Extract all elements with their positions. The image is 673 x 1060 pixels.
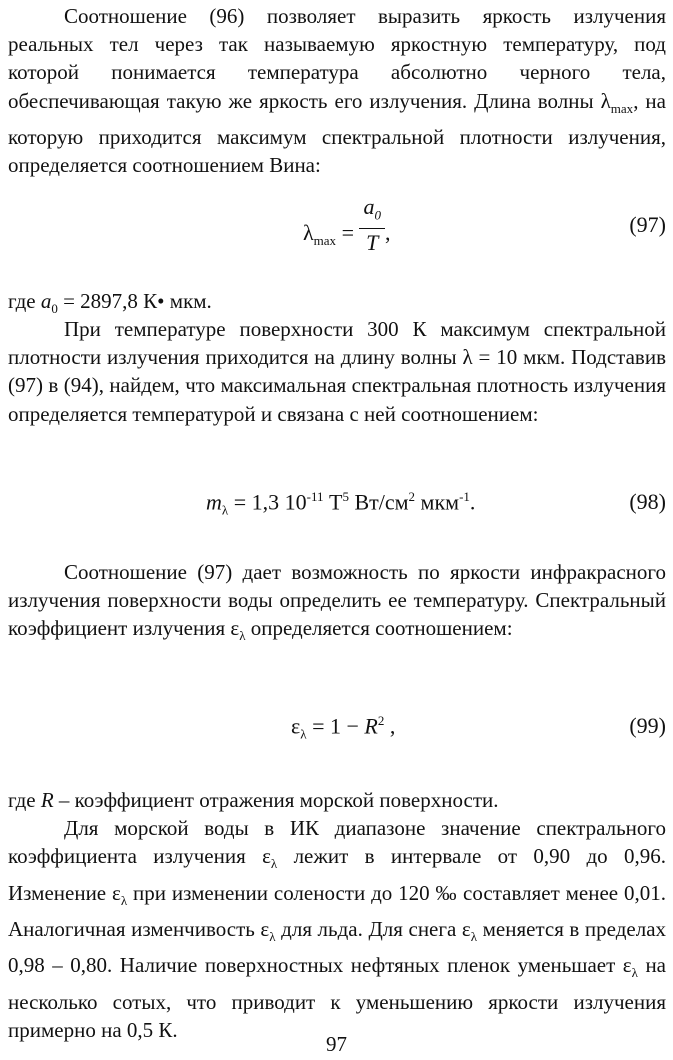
paragraph-temperature: При температуре поверхности 300 К максимум спектральной плотности излучения приходится на длину волны λ = 10 мкм. Подставив (97) в (94), найдем, что максимальная спектральная плотность излучения определяется температурой и связана с ней соотношением:: [8, 317, 666, 426]
eq97-lhs: λ: [303, 219, 314, 245]
eq98-exp4: -1: [459, 489, 470, 504]
page-number: 97: [326, 1032, 347, 1056]
eq98-tail: .: [469, 489, 476, 515]
equation-98-body: [206, 489, 475, 519]
eq98-exp2: 5: [342, 489, 349, 504]
equation-97-body: [303, 194, 391, 257]
eq97-numerator: $a_0$: [359, 194, 385, 229]
paragraph-infrared: Соотношение (97) дает возможность по яркости инфракрасного излучения поверхности воды определить ее температуру. Спектральный коэффициент излучения $\varepsilon_\lambda$ определяется соотношением:: [8, 560, 666, 644]
eq98-T: T: [323, 489, 343, 515]
eq99-rhs: = 1 −: [306, 713, 365, 739]
eq98-lhs: m: [206, 489, 222, 515]
paragraph-intro: Соотношение (96) позволяет выразить яркость излучения реальных тел через так называемую яркостную температуру, под которой понимается температура абсолютно черного тела, обеспечивающая такую же яркость его излучения. Длина волны $\lambda_{max}$, на которую приходится максимум спектральной плотности излучения, определяется соотношением Вина:: [8, 4, 666, 178]
eq97-op: =: [341, 219, 354, 245]
eq99-var: R: [364, 713, 378, 739]
equation-number-99: (99): [629, 713, 666, 738]
eq98-unit-w: Вт/см: [348, 489, 409, 515]
eq98-unit-um: мкм: [415, 489, 460, 515]
eq99-lhs: ε: [291, 713, 301, 739]
paragraph-a0-definition: где $a_0 = 2897,8$ К• мкм.: [8, 289, 212, 317]
paragraph-seawater: Для морской воды в ИК диапазоне значение спектрального коэффициента излучения $\varepsilon_\lambda$ лежит в интервале от 0,90 до 0,96. Изменение $\varepsilon_\lambda$ при изменении солености до 120 ‰ составляет менее 0,01. Аналогичная изменчивость $\varepsilon_\lambda$ для льда. Для снега $\varepsilon_\lambda$ меняется в пределах 0,98 – 0,80. Наличие поверхностных нефтяных пленок уменьшает $\varepsilon_\lambda$ на несколько сотых, что приводит к уменьшению яркости излучения примерно на 0,5 К.: [8, 816, 667, 1042]
eq99-exp: 2: [377, 713, 385, 728]
equation-99-body: [291, 713, 395, 743]
eq97-tail: ,: [384, 219, 391, 245]
eq98-exp1: -11: [306, 489, 324, 504]
eq97-fraction: [359, 194, 385, 257]
equation-number-97: (97): [629, 212, 666, 237]
eq97-lhs-sub: max: [313, 233, 337, 249]
equation-97: [8, 194, 666, 256]
document-page: [8, 0, 666, 1060]
eq99-lhs-sub: λ: [300, 726, 307, 742]
eq99-tail: ,: [384, 713, 396, 739]
equation-number-98: (98): [629, 489, 666, 514]
equation-99: [8, 713, 666, 753]
eq98-lhs-sub: λ: [221, 502, 229, 518]
eq98-exp3: 2: [408, 489, 416, 504]
eq98-coeff: = 1,3 10: [228, 489, 307, 515]
eq97-denominator: T: [366, 230, 379, 256]
paragraph-R-definition: где R – коэффициент отражения морской поверхности.: [8, 788, 499, 812]
equation-98: [8, 489, 666, 529]
